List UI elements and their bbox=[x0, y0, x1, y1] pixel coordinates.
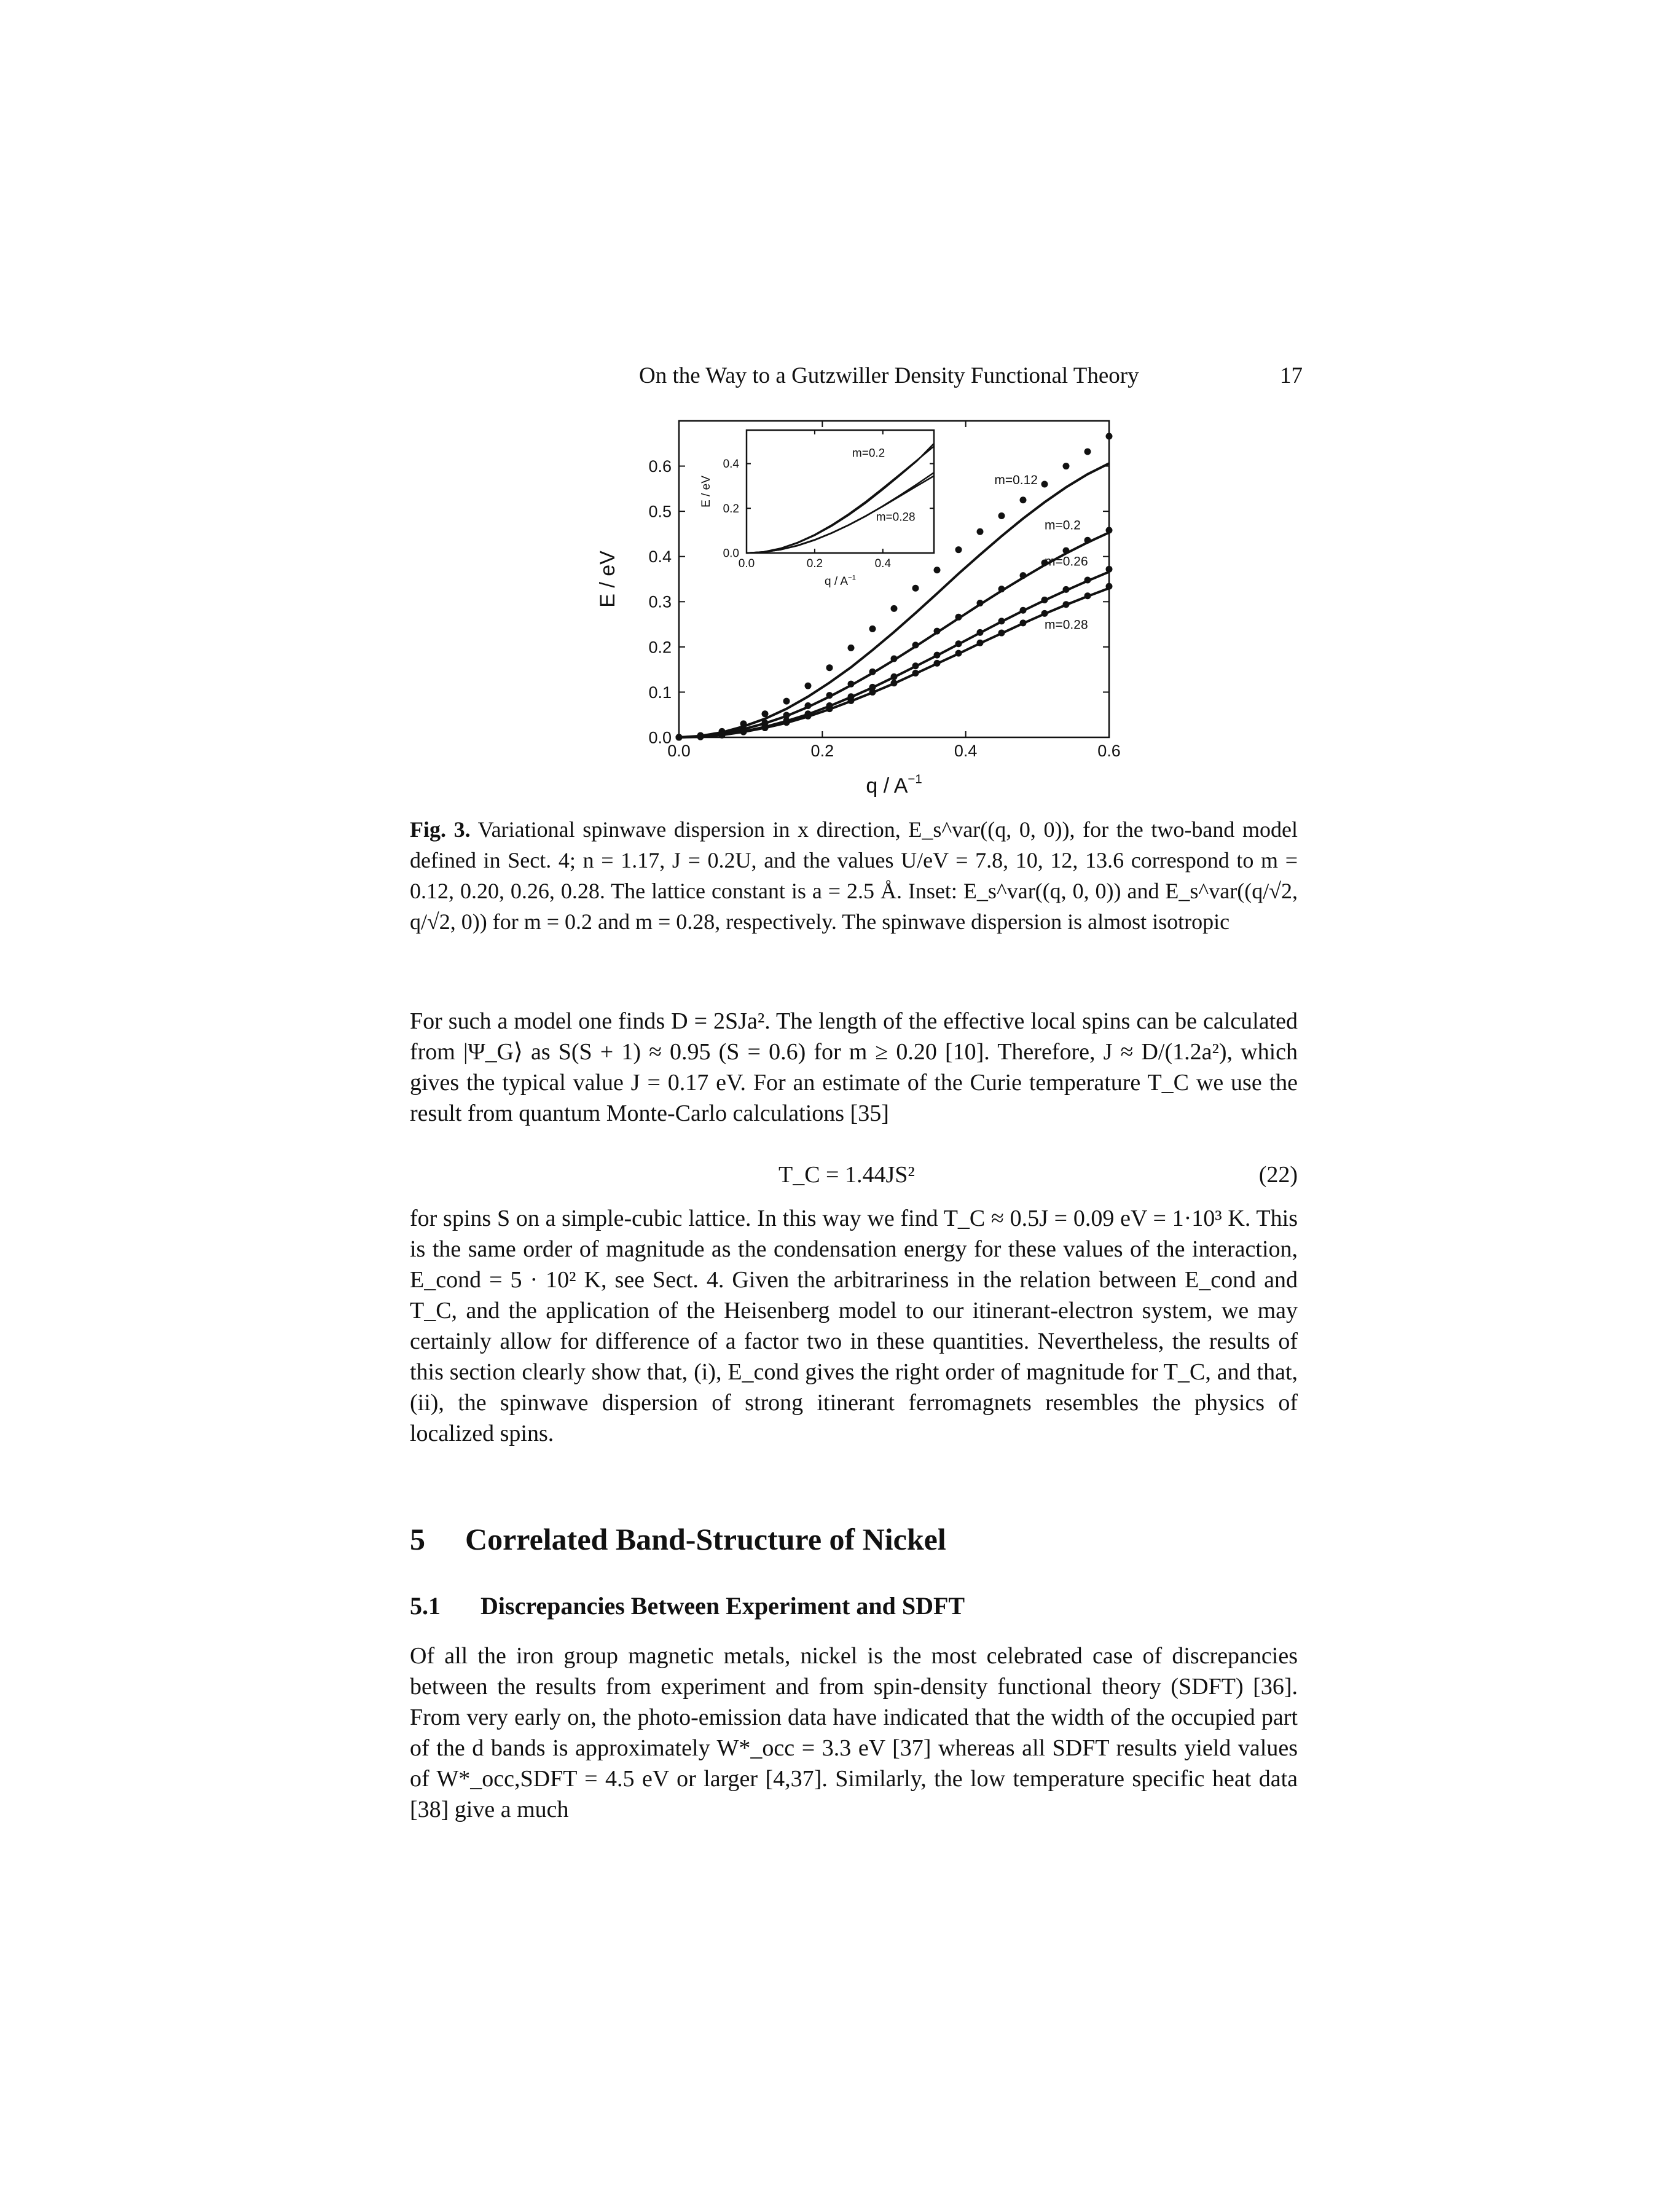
main-data-point bbox=[1041, 481, 1048, 488]
main-data-point bbox=[1106, 527, 1113, 534]
main-data-point bbox=[1106, 583, 1113, 590]
main-x-tick-label: 0.6 bbox=[1097, 742, 1121, 760]
main-data-point bbox=[955, 650, 962, 657]
main-data-point bbox=[1063, 586, 1070, 593]
main-data-point bbox=[719, 732, 726, 739]
main-data-point bbox=[998, 618, 1005, 624]
main-x-axis-label-exponent: −1 bbox=[908, 772, 922, 786]
main-data-point bbox=[869, 689, 876, 696]
equation-number: (22) bbox=[1258, 1162, 1298, 1188]
section-title: Correlated Band-Structure of Nickel bbox=[465, 1522, 946, 1556]
inset-y-tick-label: 0.0 bbox=[723, 547, 739, 560]
main-x-tick-label: 0.4 bbox=[954, 742, 978, 760]
main-data-point bbox=[977, 600, 984, 606]
inset-y-tick-label: 0.4 bbox=[723, 458, 739, 471]
inset-x-axis-label: q / $A^{-1}$ bbox=[824, 574, 857, 588]
main-y-axis-label: E / eV bbox=[596, 551, 619, 608]
section-heading bbox=[410, 1521, 946, 1557]
main-y-tick-label: 0.0 bbox=[648, 728, 672, 747]
main-data-point bbox=[934, 628, 941, 635]
main-data-point bbox=[1020, 607, 1027, 614]
caption-label: Fig. 3. bbox=[410, 817, 471, 842]
main-data-point bbox=[848, 697, 855, 704]
main-data-point bbox=[676, 734, 683, 741]
main-data-point bbox=[1063, 463, 1070, 469]
equation-body: T_C = 1.44JS² bbox=[779, 1162, 915, 1188]
main-data-point bbox=[934, 652, 941, 659]
main-data-point bbox=[955, 640, 962, 647]
main-data-point bbox=[998, 512, 1005, 519]
subsection-heading bbox=[410, 1591, 965, 1620]
main-x-tick-label: 0.0 bbox=[667, 742, 691, 760]
main-data-point bbox=[740, 729, 747, 735]
main-data-point bbox=[891, 655, 898, 662]
main-data-point bbox=[1041, 597, 1048, 603]
main-data-point bbox=[912, 670, 919, 677]
main-data-point bbox=[1106, 566, 1113, 573]
main-data-point bbox=[998, 630, 1005, 637]
main-data-point bbox=[762, 710, 769, 717]
main-y-tick-label: 0.6 bbox=[648, 457, 672, 476]
main-data-point bbox=[955, 546, 962, 553]
inset-series-label: m=0.2 bbox=[852, 447, 885, 460]
main-y-tick-label: 0.5 bbox=[648, 502, 672, 521]
main-data-point bbox=[869, 669, 876, 675]
inset-x-tick-label: 0.4 bbox=[874, 557, 892, 570]
inset-x-axis-label-exponent: −1 bbox=[848, 574, 857, 582]
main-series-label: m=0.2 bbox=[1045, 518, 1081, 533]
main-data-point bbox=[934, 567, 941, 573]
main-data-point bbox=[912, 585, 919, 592]
main-data-point bbox=[1020, 572, 1027, 579]
figure-caption bbox=[410, 814, 1298, 937]
main-data-point bbox=[977, 640, 984, 646]
main-data-point bbox=[805, 713, 812, 720]
main-data-point bbox=[1020, 496, 1027, 503]
main-data-point bbox=[1063, 547, 1070, 554]
running-title: On the Way to a Gutzwiller Density Functional Theory bbox=[639, 363, 1139, 388]
main-data-point bbox=[1084, 449, 1091, 455]
main-data-point bbox=[848, 645, 855, 651]
inset-y-tick-label: 0.2 bbox=[723, 502, 739, 516]
subsection-number: 5.1 bbox=[410, 1592, 441, 1620]
main-data-point bbox=[826, 705, 833, 712]
main-data-point bbox=[826, 664, 833, 671]
main-data-point bbox=[805, 683, 812, 689]
figure-3 bbox=[590, 409, 1315, 802]
main-data-point bbox=[1041, 610, 1048, 617]
main-data-point bbox=[1106, 433, 1113, 440]
main-data-point bbox=[697, 734, 704, 740]
inset-x-tick-label: 0.2 bbox=[806, 557, 823, 570]
section-number: 5 bbox=[410, 1522, 425, 1556]
main-data-point bbox=[762, 724, 769, 731]
main-data-point bbox=[1020, 619, 1027, 626]
main-series-label: m=0.26 bbox=[1045, 554, 1088, 569]
main-data-point bbox=[891, 605, 898, 612]
subsection-title: Discrepancies Between Experiment and SDFT bbox=[480, 1592, 965, 1620]
main-x-tick-label: 0.2 bbox=[810, 742, 834, 760]
main-data-point bbox=[869, 626, 876, 632]
main-data-point bbox=[891, 680, 898, 686]
paragraph-2: for spins S on a simple-cubic lattice. In this way we find T_C ≈ 0.5J = 0.09 eV = 1·10³ K. This is the same order of magnitude as the condensation energy for these values of the interaction, E_cond = 5 · 10² K, see Sect. 4. Given the arbitrariness in the relation between E_cond and T_C, and the application of the Heisenberg model to our itinerant-electron system, we may certainly allow for difference of a factor two in these quantities. Nevertheless, the results of this section clearly show that, (i), E_cond gives the right order of magnitude for T_C, and that, (ii), the spinwave dispersion of strong itinerant ferromagnets resembles the physics of localized spins. bbox=[410, 1206, 1298, 1446]
main-series-label: m=0.12 bbox=[994, 473, 1038, 487]
page-number: 17 bbox=[1280, 363, 1303, 388]
main-y-tick-label: 0.2 bbox=[648, 638, 672, 657]
paragraph-3: Of all the iron group magnetic metals, nickel is the most celebrated case of discrepancies between the results from experiment and from spin-density functional theory (SDFT) [36]. From very early on, the photo-emission data have indicated that the width of the occupied part of the d bands is approximately W*_occ = 3.3 eV [37] whereas all SDFT results yield values of W*_occ,SDFT = 4.5 eV or larger [4,37]. Similarly, the low temperature specific heat data [38] give a much bbox=[410, 1643, 1298, 1822]
main-data-point bbox=[977, 629, 984, 636]
main-data-point bbox=[912, 641, 919, 648]
main-data-point bbox=[783, 698, 790, 705]
inset-x-tick-label: 0.0 bbox=[738, 557, 755, 570]
paragraph-1: For such a model one finds D = 2SJa². The length of the effective local spins can be calculated from |Ψ_G⟩ as S(S + 1) ≈ 0.95 (S = 0.6) for m ≥ 0.20 [10]. Therefore, J ≈ D/(1.2a²), which gives the typical value J = 0.17 eV. For an estimate of the Curie temperature T_C we use the result from quantum Monte-Carlo calculations [35] bbox=[410, 1008, 1298, 1126]
caption-text: Variational spinwave dispersion in x direction, E_s^var((q, 0, 0)), for the two-band model defined in Sect. 4; n = 1.17, J = 0.2U, and the values U/eV = 7.8, 10, 12, 13.6 correspond to m = 0.12, 0.20, 0.26, 0.28. The lattice constant is a = 2.5 Å. Inset: E_s^var((q, 0, 0)) and E_s^var((q/√2, q/√2, 0)) for m = 0.2 and m = 0.28, respectively. The spinwave dispersion is almost isotropic bbox=[410, 817, 1298, 934]
inset-series-label: m=0.28 bbox=[876, 511, 916, 524]
main-data-point bbox=[783, 719, 790, 726]
main-data-point bbox=[1063, 601, 1070, 608]
main-data-point bbox=[826, 692, 833, 699]
main-data-point bbox=[1084, 592, 1091, 599]
main-data-point bbox=[848, 681, 855, 688]
main-data-point bbox=[912, 662, 919, 669]
main-x-axis-label: q / $A^{-1}$ bbox=[866, 772, 922, 798]
main-data-point bbox=[998, 586, 1005, 592]
main-data-point bbox=[1084, 576, 1091, 583]
main-data-point bbox=[955, 614, 962, 621]
main-data-point bbox=[805, 702, 812, 709]
main-data-point bbox=[934, 660, 941, 667]
main-data-point bbox=[1084, 537, 1091, 544]
main-data-point bbox=[891, 673, 898, 680]
main-data-point bbox=[977, 528, 984, 535]
inset-y-axis-label: E / eV bbox=[700, 476, 713, 508]
main-series-label: m=0.28 bbox=[1045, 618, 1088, 632]
main-y-tick-label: 0.3 bbox=[648, 592, 672, 611]
main-y-tick-label: 0.1 bbox=[648, 683, 672, 702]
main-y-tick-label: 0.4 bbox=[648, 547, 672, 567]
